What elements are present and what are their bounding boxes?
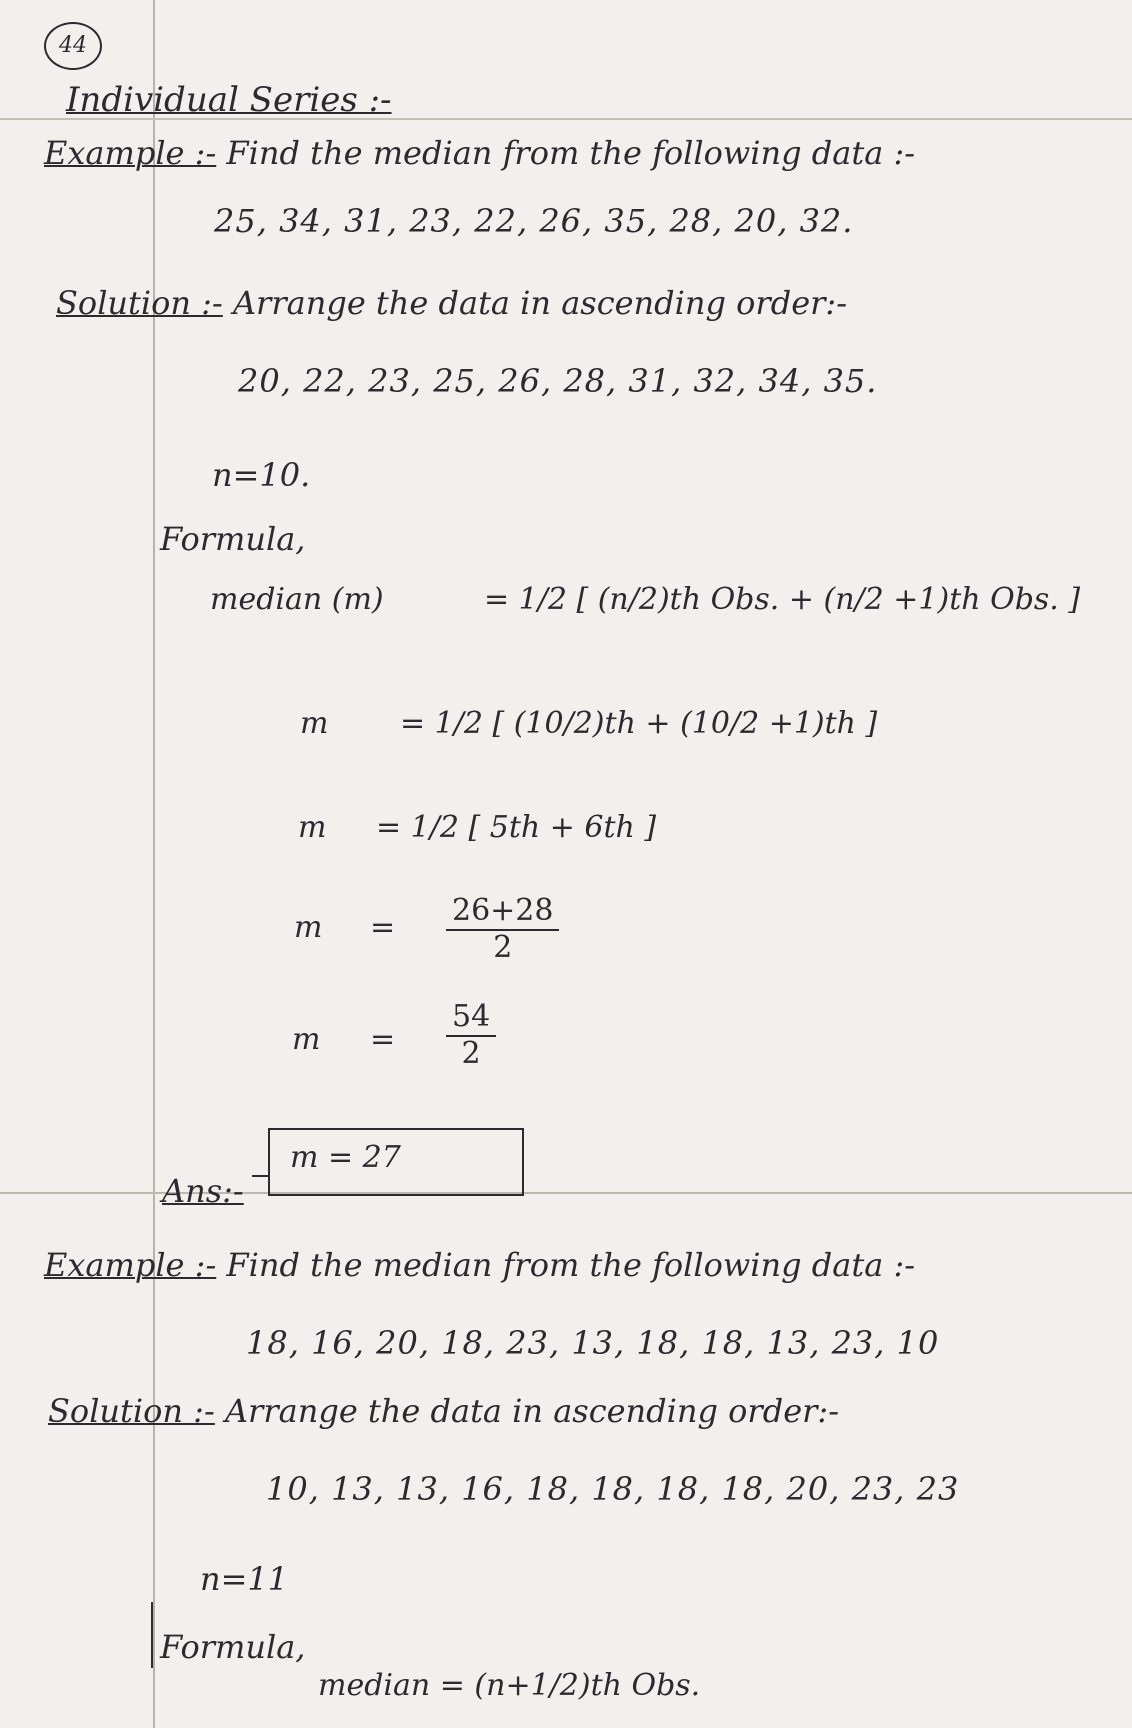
example2-label: Example :- (44, 1246, 217, 1284)
example1-solution-text: Arrange the data in ascending order:- (232, 284, 848, 322)
step3-equals: = (370, 910, 396, 945)
step3-denominator: 2 (493, 929, 513, 965)
step4-denominator: 2 (461, 1035, 481, 1071)
example1-data: 25, 34, 31, 23, 22, 26, 35, 28, 20, 32. (214, 202, 854, 240)
section-heading: Individual Series :- (66, 80, 392, 120)
step3-numerator: 26+28 (446, 894, 559, 931)
example1-formula-lhs: median (m) (210, 582, 384, 617)
step2-rhs: = 1/2 [ 5th + 6th ] (376, 810, 657, 845)
example2-formula-label: Formula, (160, 1628, 306, 1666)
example2-formula: median = (n+1/2)th Obs. (318, 1668, 701, 1703)
step4-lhs: m (292, 1022, 321, 1057)
step4-equals: = (370, 1022, 396, 1057)
example2-sorted-data: 10, 13, 13, 16, 18, 18, 18, 18, 20, 23, 23 (266, 1470, 960, 1508)
step1-lhs: m (300, 706, 329, 741)
example1-sorted-data: 20, 22, 23, 25, 26, 28, 31, 32, 34, 35. (238, 362, 878, 400)
example2-data: 18, 16, 20, 18, 23, 13, 18, 18, 13, 23, 10 (246, 1324, 940, 1362)
answer-label: Ans:- (162, 1172, 244, 1210)
example2-solution-label: Solution :- (48, 1392, 215, 1430)
page-number: 44 (44, 22, 102, 70)
example1-n: n=10. (212, 456, 311, 494)
example1-formula-label: Formula, (160, 520, 306, 558)
example1-label: Example :- (44, 134, 217, 172)
answer-value: m = 27 (290, 1140, 401, 1175)
example1-formula-rhs: = 1/2 [ (n/2)th Obs. + (n/2 +1)th Obs. ] (484, 582, 1081, 617)
step2-lhs: m (298, 810, 327, 845)
step4-numerator: 54 (446, 1000, 496, 1037)
example2-question: Find the median from the following data :- (226, 1246, 916, 1284)
step1-rhs: = 1/2 [ (10/2)th + (10/2 +1)th ] (400, 706, 878, 741)
example1-solution-label: Solution :- (56, 284, 223, 322)
example1-question: Find the median from the following data :- (226, 134, 916, 172)
step3-lhs: m (294, 910, 323, 945)
example2-solution-text: Arrange the data in ascending order:- (224, 1392, 840, 1430)
example2-n: n=11 (200, 1560, 289, 1598)
